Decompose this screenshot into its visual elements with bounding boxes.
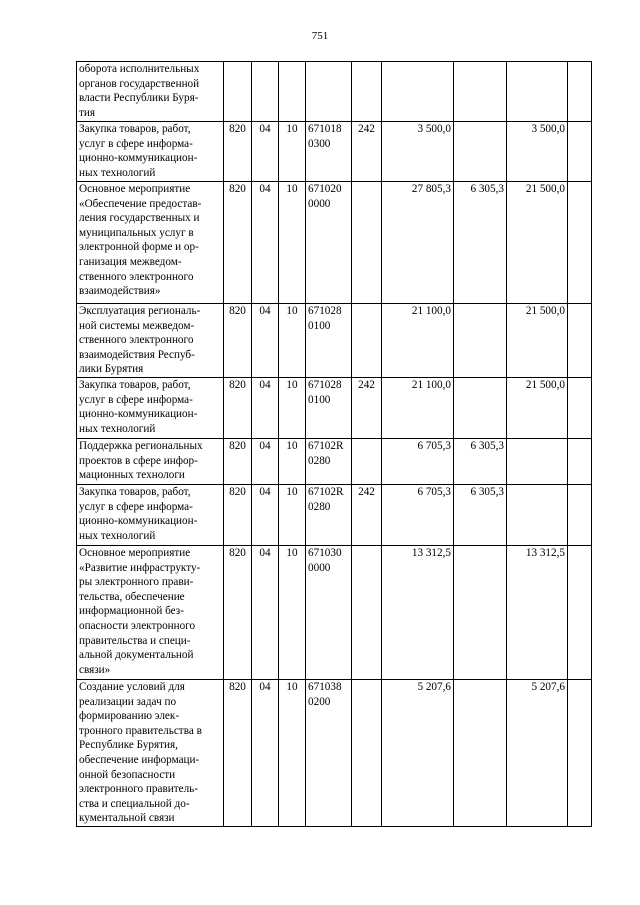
expense-type-cell — [352, 680, 382, 827]
amount-federal-cell — [454, 680, 507, 827]
row-name-cell: Эксплуатация региональ- ной системы межведом- ственного электронного взаимодействия Респуб- лики Бурятия — [77, 304, 224, 378]
target-code-cell: 671020 0000 — [306, 182, 352, 304]
target-code-cell: 671028 0100 — [306, 304, 352, 378]
amount-total-cell: 3 500,0 — [382, 122, 454, 182]
subsection-code-cell — [279, 62, 306, 122]
amount-republic-cell: 21 500,0 — [507, 182, 568, 304]
amount-federal-cell — [454, 62, 507, 122]
section-code-cell: 04 — [252, 122, 279, 182]
row-name-cell: Поддержка региональных проектов в сфере инфор- мационных технологи — [77, 439, 224, 485]
subsection-code-cell: 10 — [279, 546, 306, 680]
amount-extra-cell — [568, 182, 592, 304]
admin-code-cell: 820 — [224, 680, 252, 827]
section-code-cell: 04 — [252, 680, 279, 827]
table-row — [77, 378, 592, 439]
table-row — [77, 304, 592, 378]
amount-total-cell — [382, 62, 454, 122]
subsection-code-cell: 10 — [279, 485, 306, 546]
table-row — [77, 485, 592, 546]
amount-federal-cell: 6 305,3 — [454, 182, 507, 304]
expense-type-cell — [352, 439, 382, 485]
table-row — [77, 62, 592, 122]
amount-extra-cell — [568, 304, 592, 378]
amount-extra-cell — [568, 485, 592, 546]
amount-federal-cell — [454, 546, 507, 680]
subsection-code-cell: 10 — [279, 378, 306, 439]
amount-republic-cell — [507, 485, 568, 546]
amount-total-cell: 5 207,6 — [382, 680, 454, 827]
section-code-cell: 04 — [252, 304, 279, 378]
amount-federal-cell — [454, 304, 507, 378]
amount-extra-cell — [568, 680, 592, 827]
amount-republic-cell: 13 312,5 — [507, 546, 568, 680]
amount-total-cell: 6 705,3 — [382, 439, 454, 485]
row-name-cell: Основное мероприятие «Обеспечение предостав- ления государственных и муниципальных услуг в электронной форме и ор- ганизация межведом- ственного электронного взаимодействия» — [77, 182, 224, 304]
table-row — [77, 182, 592, 304]
row-name-cell: Закупка товаров, работ, услуг в сфере информа- ционно-коммуникацион- ных технологий — [77, 378, 224, 439]
amount-republic-cell: 21 500,0 — [507, 378, 568, 439]
table-row — [77, 439, 592, 485]
amount-federal-cell: 6 305,3 — [454, 485, 507, 546]
row-name-cell: Закупка товаров, работ, услуг в сфере информа- ционно-коммуникацион- ных технологий — [77, 485, 224, 546]
amount-extra-cell — [568, 546, 592, 680]
admin-code-cell: 820 — [224, 122, 252, 182]
target-code-cell: 671038 0200 — [306, 680, 352, 827]
row-name-cell: Закупка товаров, работ, услуг в сфере информа- ционно-коммуникацион- ных технологий — [77, 122, 224, 182]
section-code-cell: 04 — [252, 485, 279, 546]
amount-total-cell: 27 805,3 — [382, 182, 454, 304]
expense-type-cell: 242 — [352, 122, 382, 182]
target-code-cell: 671018 0300 — [306, 122, 352, 182]
expense-type-cell — [352, 546, 382, 680]
amount-total-cell: 6 705,3 — [382, 485, 454, 546]
target-code-cell — [306, 62, 352, 122]
subsection-code-cell: 10 — [279, 182, 306, 304]
expense-type-cell — [352, 304, 382, 378]
table-row — [77, 680, 592, 827]
section-code-cell: 04 — [252, 546, 279, 680]
section-code-cell: 04 — [252, 439, 279, 485]
subsection-code-cell: 10 — [279, 304, 306, 378]
section-code-cell: 04 — [252, 182, 279, 304]
admin-code-cell: 820 — [224, 378, 252, 439]
admin-code-cell: 820 — [224, 546, 252, 680]
row-name-cell: Создание условий для реализации задач по формированию элек- тронного правительства в Республике Бурятия, обеспечение информаци- онной безопасности электронного правитель- ства и специальной до- кументальной связи — [77, 680, 224, 827]
amount-total-cell: 21 100,0 — [382, 304, 454, 378]
amount-republic-cell — [507, 439, 568, 485]
row-name-cell: Основное мероприятие «Развитие инфраструкту- ры электронного прави- тельства, обеспечение информационной без- опасности электронного правительства и специ- альной документальной связи» — [77, 546, 224, 680]
target-code-cell: 671030 0000 — [306, 546, 352, 680]
subsection-code-cell: 10 — [279, 439, 306, 485]
admin-code-cell: 820 — [224, 182, 252, 304]
amount-republic-cell — [507, 62, 568, 122]
admin-code-cell — [224, 62, 252, 122]
target-code-cell: 67102R 0280 — [306, 439, 352, 485]
expense-type-cell: 242 — [352, 485, 382, 546]
table-row — [77, 546, 592, 680]
table-row — [77, 122, 592, 182]
admin-code-cell: 820 — [224, 485, 252, 546]
amount-total-cell: 13 312,5 — [382, 546, 454, 680]
amount-federal-cell — [454, 122, 507, 182]
section-code-cell: 04 — [252, 378, 279, 439]
expense-type-cell — [352, 62, 382, 122]
expense-type-cell — [352, 182, 382, 304]
expense-type-cell: 242 — [352, 378, 382, 439]
budget-table — [76, 61, 592, 827]
page-number: 751 — [311, 30, 329, 42]
row-name-cell: оборота исполнительных органов государственной власти Республики Буря- тия — [77, 62, 224, 122]
target-code-cell: 671028 0100 — [306, 378, 352, 439]
subsection-code-cell: 10 — [279, 680, 306, 827]
amount-extra-cell — [568, 439, 592, 485]
amount-extra-cell — [568, 122, 592, 182]
admin-code-cell: 820 — [224, 304, 252, 378]
admin-code-cell: 820 — [224, 439, 252, 485]
amount-republic-cell: 5 207,6 — [507, 680, 568, 827]
amount-extra-cell — [568, 378, 592, 439]
amount-federal-cell — [454, 378, 507, 439]
subsection-code-cell: 10 — [279, 122, 306, 182]
amount-republic-cell: 3 500,0 — [507, 122, 568, 182]
amount-total-cell: 21 100,0 — [382, 378, 454, 439]
target-code-cell: 67102R 0280 — [306, 485, 352, 546]
amount-republic-cell: 21 500,0 — [507, 304, 568, 378]
section-code-cell — [252, 62, 279, 122]
amount-federal-cell: 6 305,3 — [454, 439, 507, 485]
amount-extra-cell — [568, 62, 592, 122]
